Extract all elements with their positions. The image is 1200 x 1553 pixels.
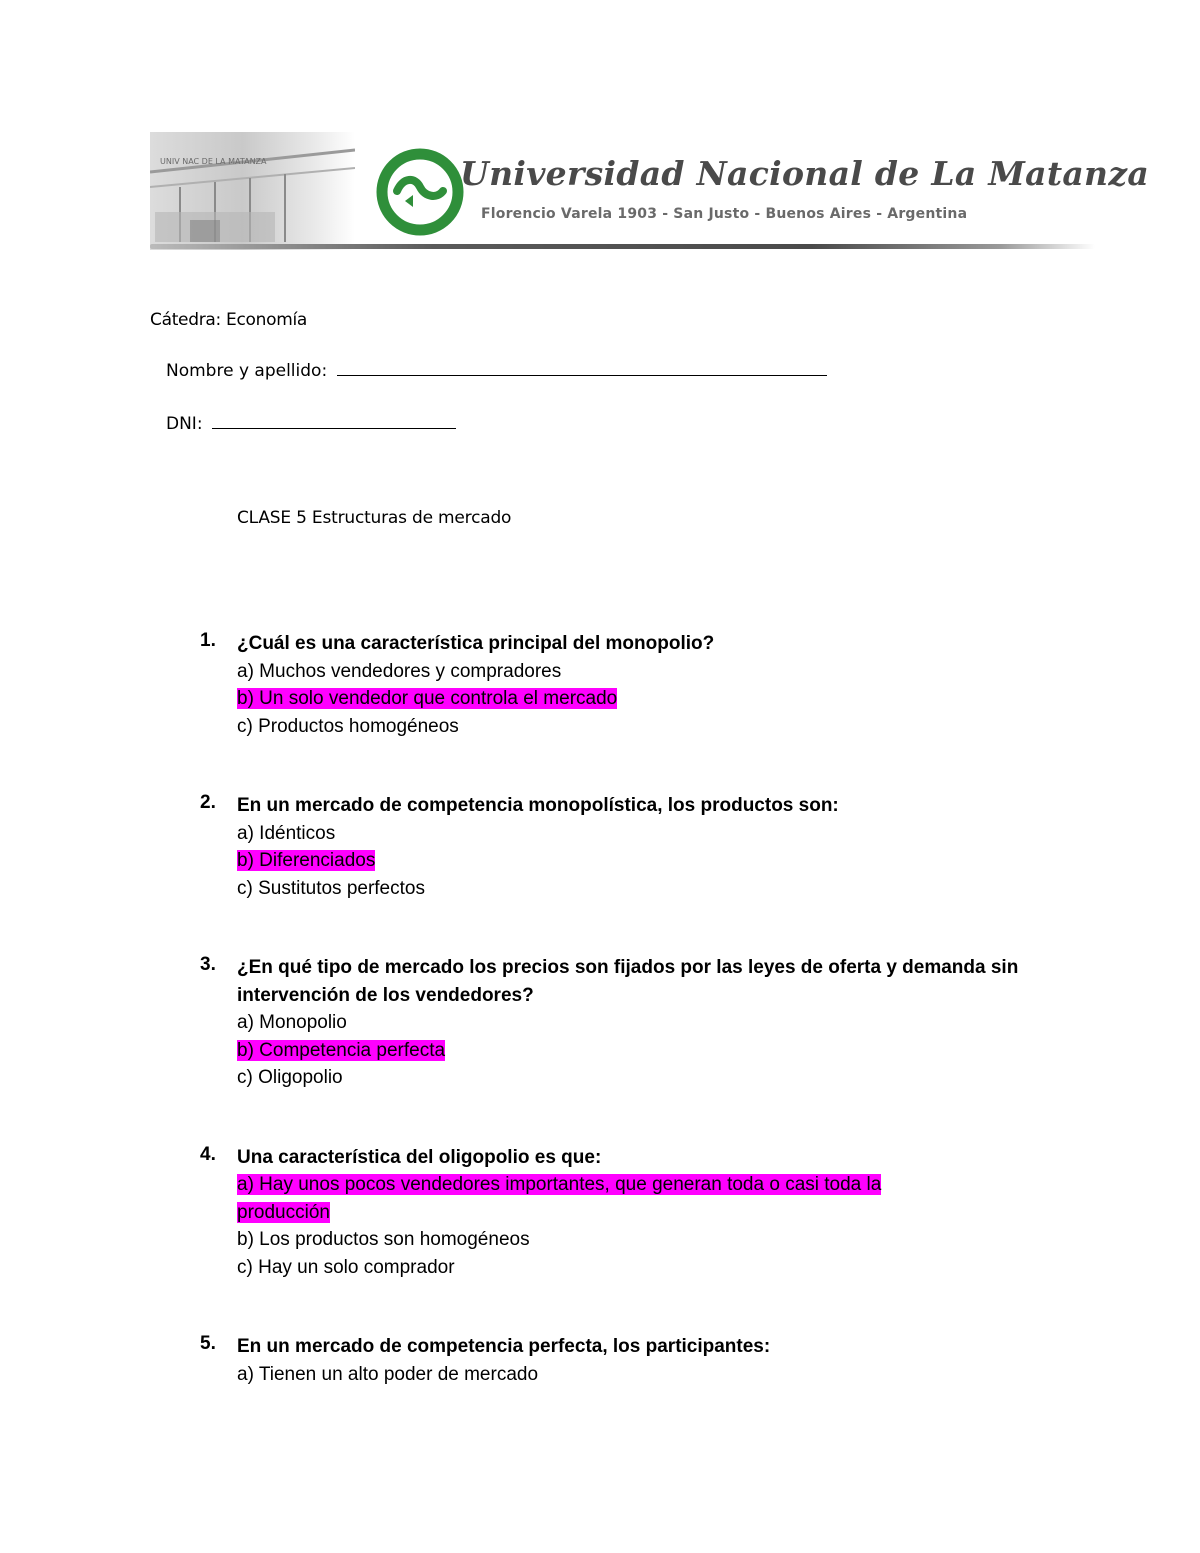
- banner-divider: [150, 244, 1095, 249]
- question-text: En un mercado de competencia perfecta, los participantes:: [237, 1336, 771, 1357]
- option-b-answer: [237, 1037, 1100, 1065]
- question-5: [200, 1333, 1100, 1388]
- option-c: c) Hay un solo comprador: [237, 1256, 455, 1278]
- question-text: En un mercado de competencia monopolística, los productos son:: [237, 795, 839, 816]
- svg-text:UNIV NAC DE LA MATANZA: UNIV NAC DE LA MATANZA: [160, 157, 267, 166]
- question-4: [200, 1144, 1100, 1282]
- dni-field[interactable]: [166, 412, 456, 434]
- question-number: 1.: [200, 630, 216, 651]
- option-b-answer: [237, 847, 1100, 875]
- question-number: 4.: [200, 1143, 216, 1165]
- catedra-label: Cátedra: Economía: [150, 310, 308, 330]
- answer-highlight: b) Diferenciados: [237, 850, 376, 871]
- class-title: CLASE 5 Estructuras de mercado: [237, 508, 512, 528]
- name-field-blank[interactable]: [337, 359, 827, 376]
- question-text: ¿En qué tipo de mercado los precios son fijados por las leyes de oferta y demanda sin intervención de los vendedores?: [237, 957, 1019, 1006]
- option-a: a) Monopolio: [237, 1012, 347, 1033]
- option-a: a) Tienen un alto poder de mercado: [237, 1363, 539, 1385]
- question-number: 5.: [200, 1333, 216, 1354]
- dni-field-label: DNI:: [166, 414, 203, 434]
- name-field-label: Nombre y apellido:: [166, 361, 328, 381]
- answer-highlight: b) Un solo vendedor que controla el mercado: [237, 688, 618, 709]
- option-a-answer: [237, 1171, 937, 1226]
- name-field[interactable]: [166, 359, 827, 381]
- university-address: Florencio Varela 1903 - San Justo - Buenos Aires - Argentina: [481, 206, 968, 222]
- question-number: 2.: [200, 792, 216, 813]
- answer-highlight: a) Hay unos pocos vendedores importantes, que generan toda o casi toda la producción: [237, 1174, 882, 1223]
- question-number: 3.: [200, 954, 216, 975]
- question-text: ¿Cuál es una característica principal del monopolio?: [237, 633, 715, 654]
- question-3: [200, 954, 1100, 1092]
- option-a: a) Idénticos: [237, 822, 336, 844]
- university-name: Universidad Nacional de La Matanza: [460, 154, 1150, 193]
- option-a: a) Muchos vendedores y compradores: [237, 660, 562, 682]
- option-b-answer: [237, 685, 1100, 713]
- dni-field-blank[interactable]: [212, 412, 456, 429]
- university-banner: [150, 132, 1150, 258]
- option-c: c) Oligopolio: [237, 1067, 343, 1088]
- option-c: c) Sustitutos perfectos: [237, 877, 425, 899]
- option-c: c) Productos homogéneos: [237, 715, 459, 737]
- question-1: [200, 630, 1100, 740]
- question-text: Una característica del oligopolio es que:: [237, 1146, 602, 1168]
- question-2: [200, 792, 1100, 902]
- answer-highlight: b) Competencia perfecta: [237, 1039, 446, 1061]
- campus-photo: [150, 132, 355, 250]
- option-b: b) Los productos son homogéneos: [237, 1229, 530, 1250]
- question-list: [200, 630, 1100, 1440]
- university-logo-icon: [375, 147, 465, 237]
